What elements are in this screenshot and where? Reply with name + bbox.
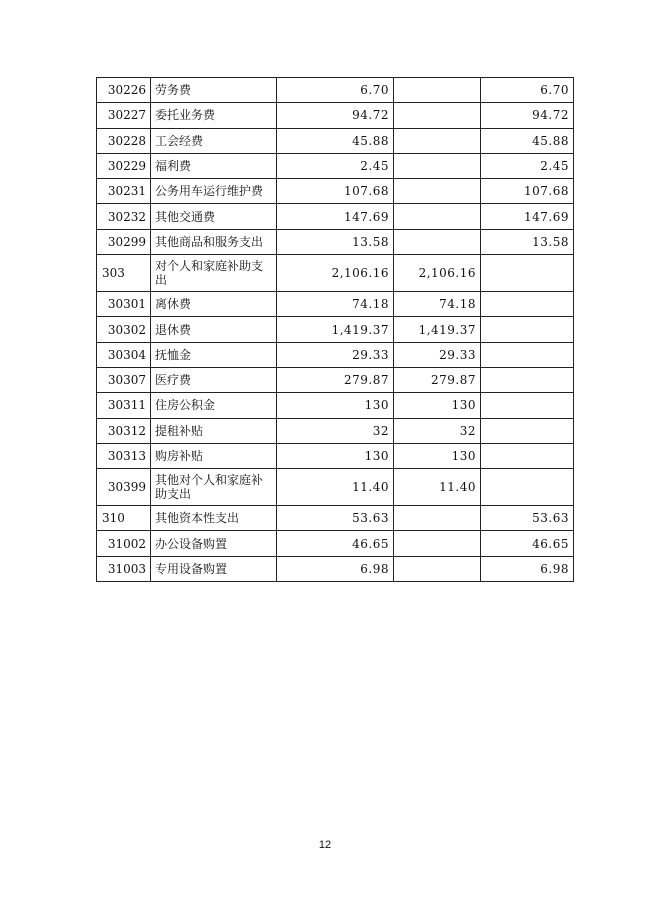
cell-code: 303 bbox=[97, 255, 151, 292]
table-row bbox=[97, 418, 574, 443]
table-row bbox=[97, 393, 574, 418]
cell-total: 1,419.37 bbox=[277, 317, 394, 342]
cell-basic bbox=[394, 78, 481, 103]
cell-name: 其他对个人和家庭补助支出 bbox=[151, 469, 277, 506]
cell-code: 30313 bbox=[97, 443, 151, 468]
cell-project bbox=[481, 469, 574, 506]
cell-code: 30304 bbox=[97, 342, 151, 367]
cell-basic bbox=[394, 179, 481, 204]
cell-code: 30301 bbox=[97, 292, 151, 317]
table-row bbox=[97, 229, 574, 254]
table-row bbox=[97, 342, 574, 367]
cell-code: 30399 bbox=[97, 469, 151, 506]
cell-name: 工会经费 bbox=[151, 128, 277, 153]
cell-code: 310 bbox=[97, 506, 151, 531]
cell-name: 提租补贴 bbox=[151, 418, 277, 443]
table-row bbox=[97, 531, 574, 556]
cell-total: 6.70 bbox=[277, 78, 394, 103]
cell-name: 办公设备购置 bbox=[151, 531, 277, 556]
cell-total: 46.65 bbox=[277, 531, 394, 556]
cell-name: 购房补贴 bbox=[151, 443, 277, 468]
cell-basic: 2,106.16 bbox=[394, 255, 481, 292]
cell-name: 公务用车运行维护费 bbox=[151, 179, 277, 204]
cell-total: 74.18 bbox=[277, 292, 394, 317]
cell-name: 离休费 bbox=[151, 292, 277, 317]
cell-basic: 1,419.37 bbox=[394, 317, 481, 342]
table-row bbox=[97, 128, 574, 153]
cell-total: 107.68 bbox=[277, 179, 394, 204]
cell-name: 劳务费 bbox=[151, 78, 277, 103]
cell-project: 13.58 bbox=[481, 229, 574, 254]
cell-total: 130 bbox=[277, 443, 394, 468]
cell-name: 其他资本性支出 bbox=[151, 506, 277, 531]
cell-code: 30307 bbox=[97, 367, 151, 392]
cell-basic: 130 bbox=[394, 393, 481, 418]
table-row bbox=[97, 317, 574, 342]
cell-code: 30302 bbox=[97, 317, 151, 342]
cell-name: 退休费 bbox=[151, 317, 277, 342]
cell-code: 31002 bbox=[97, 531, 151, 556]
cell-total: 32 bbox=[277, 418, 394, 443]
cell-total: 130 bbox=[277, 393, 394, 418]
table-row bbox=[97, 506, 574, 531]
cell-basic bbox=[394, 531, 481, 556]
cell-project bbox=[481, 418, 574, 443]
cell-code: 30228 bbox=[97, 128, 151, 153]
cell-project bbox=[481, 393, 574, 418]
cell-total: 11.40 bbox=[277, 469, 394, 506]
cell-name: 医疗费 bbox=[151, 367, 277, 392]
cell-code: 30312 bbox=[97, 418, 151, 443]
cell-project bbox=[481, 342, 574, 367]
cell-basic bbox=[394, 204, 481, 229]
cell-total: 94.72 bbox=[277, 103, 394, 128]
table-row bbox=[97, 103, 574, 128]
cell-basic: 74.18 bbox=[394, 292, 481, 317]
table-row bbox=[97, 292, 574, 317]
cell-basic bbox=[394, 506, 481, 531]
cell-project bbox=[481, 255, 574, 292]
cell-project: 6.70 bbox=[481, 78, 574, 103]
table-row bbox=[97, 556, 574, 581]
cell-project: 147.69 bbox=[481, 204, 574, 229]
cell-project: 46.65 bbox=[481, 531, 574, 556]
cell-name: 其他商品和服务支出 bbox=[151, 229, 277, 254]
cell-basic: 32 bbox=[394, 418, 481, 443]
cell-project: 107.68 bbox=[481, 179, 574, 204]
cell-name: 对个人和家庭补助支出 bbox=[151, 255, 277, 292]
cell-basic: 11.40 bbox=[394, 469, 481, 506]
cell-project bbox=[481, 317, 574, 342]
cell-name: 福利费 bbox=[151, 153, 277, 178]
cell-name: 抚恤金 bbox=[151, 342, 277, 367]
table-row bbox=[97, 255, 574, 292]
expenditure-table-body bbox=[97, 78, 574, 582]
cell-code: 30226 bbox=[97, 78, 151, 103]
cell-name: 委托业务费 bbox=[151, 103, 277, 128]
cell-code: 30229 bbox=[97, 153, 151, 178]
table-row bbox=[97, 367, 574, 392]
cell-basic bbox=[394, 103, 481, 128]
cell-basic bbox=[394, 556, 481, 581]
cell-name: 住房公积金 bbox=[151, 393, 277, 418]
table-row bbox=[97, 78, 574, 103]
table-row bbox=[97, 443, 574, 468]
cell-code: 30232 bbox=[97, 204, 151, 229]
cell-basic bbox=[394, 229, 481, 254]
table-row bbox=[97, 204, 574, 229]
cell-code: 30311 bbox=[97, 393, 151, 418]
cell-code: 30231 bbox=[97, 179, 151, 204]
cell-total: 45.88 bbox=[277, 128, 394, 153]
cell-code: 30299 bbox=[97, 229, 151, 254]
cell-project bbox=[481, 292, 574, 317]
table-row bbox=[97, 179, 574, 204]
cell-total: 2.45 bbox=[277, 153, 394, 178]
table-row bbox=[97, 153, 574, 178]
cell-total: 2,106.16 bbox=[277, 255, 394, 292]
cell-basic: 130 bbox=[394, 443, 481, 468]
cell-project: 53.63 bbox=[481, 506, 574, 531]
cell-total: 29.33 bbox=[277, 342, 394, 367]
page-number: 12 bbox=[318, 839, 332, 851]
cell-basic bbox=[394, 153, 481, 178]
cell-total: 147.69 bbox=[277, 204, 394, 229]
cell-total: 53.63 bbox=[277, 506, 394, 531]
cell-basic: 29.33 bbox=[394, 342, 481, 367]
cell-project: 6.98 bbox=[481, 556, 574, 581]
cell-code: 31003 bbox=[97, 556, 151, 581]
table-row bbox=[97, 469, 574, 506]
cell-basic: 279.87 bbox=[394, 367, 481, 392]
cell-total: 279.87 bbox=[277, 367, 394, 392]
cell-total: 6.98 bbox=[277, 556, 394, 581]
cell-total: 13.58 bbox=[277, 229, 394, 254]
cell-project bbox=[481, 443, 574, 468]
expenditure-table bbox=[96, 77, 574, 582]
cell-basic bbox=[394, 128, 481, 153]
cell-project bbox=[481, 367, 574, 392]
cell-name: 其他交通费 bbox=[151, 204, 277, 229]
cell-name: 专用设备购置 bbox=[151, 556, 277, 581]
cell-code: 30227 bbox=[97, 103, 151, 128]
cell-project: 45.88 bbox=[481, 128, 574, 153]
cell-project: 94.72 bbox=[481, 103, 574, 128]
cell-project: 2.45 bbox=[481, 153, 574, 178]
